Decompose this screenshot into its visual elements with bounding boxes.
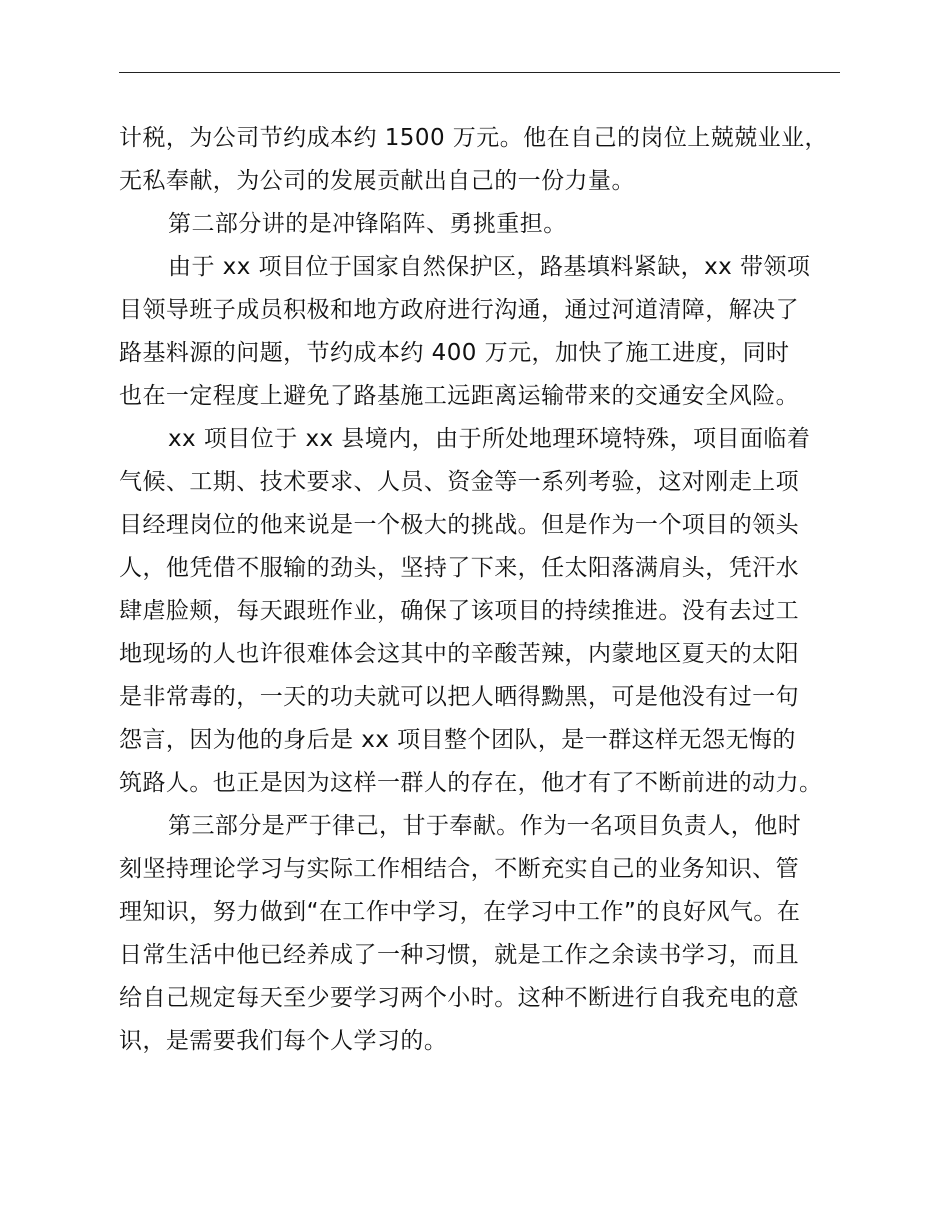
text-line: 理知识，努力做到“在工作中学习，在学习中工作”的良好风气。在 bbox=[119, 899, 801, 925]
text-line: 气候、工期、技术要求、人员、资金等一系列考验，这对刚走上项 bbox=[119, 469, 800, 495]
text-line: 地现场的人也许很难体会这其中的辛酸苦辣，内蒙地区夏天的太阳 bbox=[119, 641, 800, 667]
text-line: 肆虐脸颊，每天跟班作业，确保了该项目的持续推进。没有去过工 bbox=[119, 598, 800, 624]
text-line: 识，是需要我们每个人学习的。 bbox=[119, 1028, 448, 1054]
text-line: 人，他凭借不服输的劲头，坚持了下来，任太阳落满肩头，凭汗水 bbox=[119, 555, 800, 581]
text-line: 刻坚持理论学习与实际工作相结合，不断充实自己的业务知识、管 bbox=[119, 856, 800, 882]
text-line: 目领导班子成员积极和地方政府进行沟通，通过河道清障，解决了 bbox=[119, 297, 800, 323]
text-line: 无私奉献，为公司的发展贡献出自己的一份力量。 bbox=[119, 168, 635, 194]
text-line: 是非常毒的，一天的功夫就可以把人晒得黝黑，可是他没有过一句 bbox=[119, 684, 800, 710]
header-rule bbox=[119, 72, 840, 73]
text-line: 给自己规定每天至少要学习两个小时。这种不断进行自我充电的意 bbox=[119, 985, 800, 1011]
text-line: 由于 xx 项目位于国家自然保护区，路基填料紧缺，xx 带领项 bbox=[168, 254, 811, 280]
document-body bbox=[119, 117, 864, 1063]
section-heading: 第二部分讲的是冲锋陷阵、勇挑重担。 bbox=[168, 211, 567, 237]
text-line: 目经理岗位的他来说是一个极大的挑战。但是作为一个项目的领头 bbox=[119, 512, 800, 538]
text-line: 日常生活中他已经养成了一种习惯，就是工作之余读书学习，而且 bbox=[119, 942, 800, 968]
text-line: 计税，为公司节约成本约 1500 万元。他在自己的岗位上兢兢业业， bbox=[119, 125, 829, 151]
text-line: 筑路人。也正是因为这样一群人的存在，他才有了不断前进的动力。 bbox=[119, 770, 823, 796]
text-line: xx 项目位于 xx 县境内，由于所处地理环境特殊，项目面临着 bbox=[168, 426, 811, 452]
text-line: 路基料源的问题，节约成本约 400 万元，加快了施工进度，同时 bbox=[119, 340, 790, 366]
section-heading: 第三部分是严于律己，甘于奉献。作为一名项目负责人，他时 bbox=[168, 813, 802, 839]
text-line: 也在一定程度上避免了路基施工远距离运输带来的交通安全风险。 bbox=[119, 383, 800, 409]
text-line: 怨言，因为他的身后是 xx 项目整个团队，是一群这样无怨无悔的 bbox=[119, 727, 796, 753]
